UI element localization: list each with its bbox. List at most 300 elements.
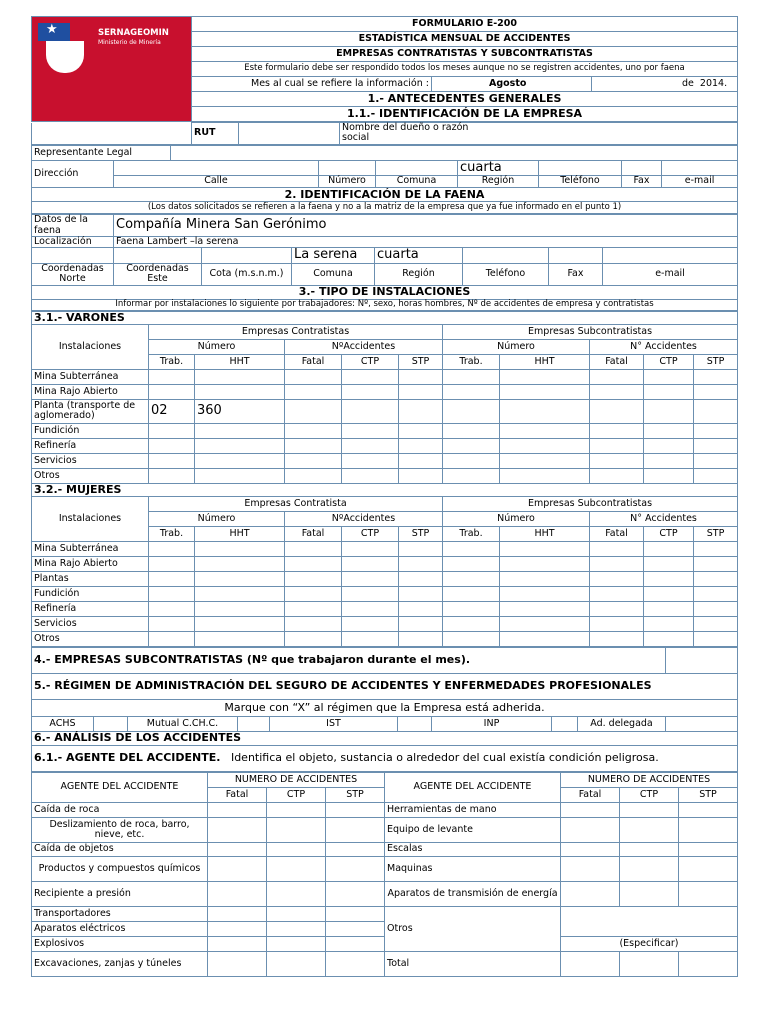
data-cell[interactable] (443, 423, 500, 438)
data-cell[interactable] (590, 468, 644, 483)
comuna-input[interactable] (376, 160, 458, 175)
data-cell[interactable] (590, 556, 644, 571)
data-cell[interactable] (285, 438, 342, 453)
data-cell[interactable] (694, 384, 738, 399)
data-cell[interactable] (443, 453, 500, 468)
data-cell[interactable] (195, 468, 285, 483)
coord-north-input[interactable] (32, 248, 114, 263)
owner-label[interactable]: Nombre del dueño o razón social (340, 123, 738, 145)
data-cell[interactable] (285, 399, 342, 423)
opt-deleg-label: Ad. delegada (578, 716, 666, 731)
header-table (31, 16, 738, 131)
data-cell[interactable] (399, 631, 443, 646)
data-cell[interactable] (443, 601, 500, 616)
cell[interactable] (620, 856, 679, 881)
num-header: Número (443, 339, 590, 354)
data-cell[interactable] (342, 399, 399, 423)
email-input[interactable] (662, 160, 738, 175)
data-cell[interactable] (195, 601, 285, 616)
install-row-label: Planta (transporte de aglomerado) (32, 399, 149, 423)
data-cell[interactable] (149, 423, 195, 438)
data-cell[interactable] (500, 453, 590, 468)
cell[interactable] (679, 856, 738, 881)
data-cell[interactable] (285, 601, 342, 616)
data-cell[interactable] (694, 571, 738, 586)
data-cell[interactable] (195, 631, 285, 646)
data-cell[interactable] (399, 438, 443, 453)
address-table (31, 145, 738, 214)
cell[interactable] (267, 817, 326, 842)
data-cell[interactable] (195, 453, 285, 468)
col-comuna: Comuna (376, 176, 458, 188)
coord-east-input[interactable] (114, 248, 202, 263)
cell[interactable] (326, 951, 385, 976)
data-cell[interactable] (342, 616, 399, 631)
cell[interactable] (267, 906, 326, 921)
data-cell[interactable] (399, 453, 443, 468)
data-cell[interactable] (443, 369, 500, 384)
install-row-label: Fundición (32, 423, 149, 438)
col-fax: Fax (622, 176, 662, 188)
acc-header: NºAccidentes (285, 339, 443, 354)
data-cell[interactable] (590, 384, 644, 399)
form-instruction: Este formulario debe ser respondido todos los meses aunque no se registren accidentes, uno por faena (192, 62, 738, 77)
data-cell[interactable] (694, 369, 738, 384)
data-cell[interactable] (149, 556, 195, 571)
data-cell[interactable] (500, 423, 590, 438)
section-4-5-table (31, 647, 738, 772)
data-cell[interactable] (285, 369, 342, 384)
cell[interactable] (620, 802, 679, 817)
col-fatal: Fatal (590, 354, 644, 369)
data-cell[interactable] (285, 556, 342, 571)
data-cell[interactable] (443, 616, 500, 631)
data-cell[interactable] (399, 571, 443, 586)
data-cell[interactable] (342, 438, 399, 453)
total-label: Total (385, 951, 561, 976)
subcontractors-input[interactable] (666, 647, 738, 673)
opt-achs-box[interactable] (94, 716, 128, 731)
faena-data-label: Datos de la faena (32, 215, 114, 237)
cell[interactable] (267, 951, 326, 976)
data-cell[interactable] (399, 556, 443, 571)
data-cell[interactable] (149, 453, 195, 468)
sub-header: Empresas Subcontratistas (443, 496, 738, 511)
cell[interactable] (208, 842, 267, 856)
section-6-1-title: 6.1.- AGENTE DEL ACCIDENTE. Identifica el objeto, sustancia o alrededor del cual existía condición peligrosa. (32, 745, 738, 771)
data-cell[interactable] (149, 541, 195, 556)
data-cell[interactable] (694, 616, 738, 631)
cell[interactable] (267, 881, 326, 906)
cell[interactable] (561, 842, 620, 856)
data-cell[interactable] (644, 616, 694, 631)
opt-ist-box[interactable] (398, 716, 432, 731)
data-cell[interactable] (342, 586, 399, 601)
data-cell[interactable] (149, 369, 195, 384)
cell[interactable] (267, 802, 326, 817)
col-trab: Trab. (443, 526, 500, 541)
data-cell[interactable] (500, 601, 590, 616)
data-cell[interactable] (342, 384, 399, 399)
data-cell[interactable] (149, 631, 195, 646)
data-cell[interactable] (443, 468, 500, 483)
month-value[interactable]: Agosto (432, 77, 592, 92)
data-cell[interactable] (644, 541, 694, 556)
col-ctp: CTP (342, 526, 399, 541)
data-cell[interactable] (399, 541, 443, 556)
cell[interactable] (267, 921, 326, 936)
data-cell[interactable] (342, 453, 399, 468)
data-cell[interactable] (590, 571, 644, 586)
data-cell[interactable] (399, 601, 443, 616)
cell[interactable] (267, 936, 326, 951)
cell[interactable] (679, 802, 738, 817)
data-cell[interactable] (590, 399, 644, 423)
data-cell[interactable] (195, 384, 285, 399)
faena-email-input[interactable] (603, 248, 738, 263)
data-cell[interactable] (500, 631, 590, 646)
data-cell[interactable] (694, 556, 738, 571)
cell[interactable] (620, 842, 679, 856)
logo-ministry: Ministerio de Minería (98, 39, 161, 46)
col-ctp: CTP (342, 354, 399, 369)
agent-row-label: Maquinas (385, 856, 561, 881)
data-cell[interactable] (195, 369, 285, 384)
phone-input[interactable] (539, 160, 622, 175)
agent-header: AGENTE DEL ACCIDENTE (32, 772, 208, 802)
col-trab: Trab. (149, 526, 195, 541)
data-cell[interactable] (285, 453, 342, 468)
location-input[interactable]: Faena Lambert –la serena (114, 237, 738, 248)
agent-row-label: Otros (385, 906, 561, 951)
install-row-label: Plantas (32, 571, 149, 586)
rut-label: RUT (192, 123, 239, 145)
data-cell[interactable] (399, 384, 443, 399)
opt-mutual-label: Mutual C.CH.C. (128, 716, 238, 731)
cell[interactable] (561, 856, 620, 881)
agent-row-label: Caída de roca (32, 802, 208, 817)
data-cell[interactable] (195, 586, 285, 601)
data-cell[interactable] (342, 601, 399, 616)
opt-mutual-box[interactable] (238, 716, 270, 731)
other-specify-input[interactable] (561, 906, 738, 936)
data-cell[interactable] (694, 541, 738, 556)
data-cell[interactable] (644, 556, 694, 571)
col-fatal: Fatal (561, 787, 620, 802)
data-cell[interactable] (500, 369, 590, 384)
data-cell[interactable] (644, 586, 694, 601)
section-5-note: Marque con “X” al régimen que la Empresa está adherida. (32, 699, 738, 716)
install-row-label: Servicios (32, 453, 149, 468)
cell[interactable] (326, 802, 385, 817)
data-cell[interactable] (149, 616, 195, 631)
data-cell[interactable] (500, 384, 590, 399)
data-cell[interactable] (644, 468, 694, 483)
cell[interactable] (326, 881, 385, 906)
num-header: Número (443, 511, 590, 526)
data-cell[interactable] (285, 468, 342, 483)
data-cell[interactable] (500, 399, 590, 423)
col-ctp: CTP (644, 354, 694, 369)
col-email: e-mail (662, 176, 738, 188)
cell[interactable] (208, 951, 267, 976)
install-row-label: Mina Subterránea (32, 541, 149, 556)
data-cell[interactable] (399, 369, 443, 384)
section-1-title: 1.- ANTECEDENTES GENERALES (192, 92, 738, 107)
data-cell[interactable] (443, 384, 500, 399)
cell[interactable] (208, 817, 267, 842)
cell[interactable] (208, 906, 267, 921)
data-cell[interactable] (500, 541, 590, 556)
logo-org: SERNAGEOMIN (98, 28, 169, 38)
data-cell[interactable] (443, 631, 500, 646)
data-cell[interactable] (399, 586, 443, 601)
number-input[interactable] (319, 160, 376, 175)
install-row-label: Mina Rajo Abierto (32, 384, 149, 399)
faena-fax-input[interactable] (549, 248, 603, 263)
form-subtitle: EMPRESAS CONTRATISTAS Y SUBCONTRATISTAS (192, 47, 738, 62)
elevation-input[interactable] (202, 248, 292, 263)
data-cell[interactable] (342, 631, 399, 646)
data-cell[interactable] (399, 468, 443, 483)
data-cell[interactable] (644, 438, 694, 453)
cell[interactable] (208, 856, 267, 881)
cell[interactable] (208, 802, 267, 817)
col-stp: STP (399, 354, 443, 369)
data-cell[interactable] (590, 586, 644, 601)
section-2-title: 2. IDENTIFICACIÓN DE LA FAENA (32, 188, 738, 202)
cell[interactable] (679, 881, 738, 906)
street-input[interactable] (114, 160, 319, 175)
data-cell[interactable] (694, 399, 738, 423)
col-stp: STP (694, 526, 738, 541)
num-header: Número (149, 339, 285, 354)
data-cell[interactable] (195, 616, 285, 631)
cell[interactable] (620, 817, 679, 842)
cell[interactable] (620, 881, 679, 906)
faena-data-input[interactable]: Compañía Minera San Gerónimo (114, 215, 738, 237)
contr-header: Empresas Contratistas (149, 324, 443, 339)
cell[interactable] (620, 951, 679, 976)
data-cell[interactable]: 02 (149, 399, 195, 423)
opt-deleg-box[interactable] (666, 716, 738, 731)
col-stp: STP (679, 787, 738, 802)
rep-input[interactable] (171, 145, 738, 160)
form-e200 (31, 16, 737, 977)
install-row-label: Servicios (32, 616, 149, 631)
cell[interactable] (561, 802, 620, 817)
col-trab: Trab. (149, 354, 195, 369)
col-fatal: Fatal (208, 787, 267, 802)
data-cell[interactable] (342, 556, 399, 571)
data-cell[interactable] (694, 631, 738, 646)
month-label: Mes al cual se refiere la información : (192, 77, 432, 92)
data-cell[interactable] (590, 423, 644, 438)
data-cell[interactable] (500, 556, 590, 571)
col-hht: HHT (195, 526, 285, 541)
data-cell[interactable] (285, 384, 342, 399)
data-cell[interactable] (500, 571, 590, 586)
data-cell[interactable] (342, 423, 399, 438)
col-faena-fax: Fax (549, 263, 603, 285)
data-cell[interactable] (443, 556, 500, 571)
install-row-label: Refinería (32, 601, 149, 616)
data-cell[interactable] (644, 601, 694, 616)
data-cell[interactable] (500, 438, 590, 453)
data-cell[interactable] (590, 453, 644, 468)
data-cell[interactable] (443, 571, 500, 586)
data-cell[interactable] (644, 399, 694, 423)
star-icon: ★ (46, 22, 58, 37)
cell[interactable] (326, 936, 385, 951)
opt-ist-label: IST (270, 716, 398, 731)
install-row-label: Mina Rajo Abierto (32, 556, 149, 571)
data-cell[interactable] (149, 468, 195, 483)
cell[interactable] (267, 856, 326, 881)
data-cell[interactable] (644, 631, 694, 646)
data-cell[interactable] (149, 586, 195, 601)
faena-region-input[interactable]: cuarta (375, 248, 463, 263)
data-cell[interactable] (590, 369, 644, 384)
data-cell[interactable] (644, 453, 694, 468)
cell[interactable] (208, 881, 267, 906)
varones-title: 3.1.- VARONES (32, 311, 738, 324)
inst-header: Instalaciones (32, 496, 149, 541)
data-cell[interactable] (590, 541, 644, 556)
section-2-note: (Los datos solicitados se refieren a la faena y no a la matriz de la empresa que ya fue informado en el punto 1) (32, 202, 738, 214)
data-cell[interactable] (500, 616, 590, 631)
address-label: Dirección (32, 160, 114, 187)
cell[interactable] (679, 817, 738, 842)
data-cell[interactable] (644, 423, 694, 438)
cell[interactable] (208, 936, 267, 951)
agents-table (31, 772, 738, 977)
data-cell[interactable] (285, 541, 342, 556)
install-row-label: Fundición (32, 586, 149, 601)
fax-input[interactable] (622, 160, 662, 175)
faena-phone-input[interactable] (463, 248, 549, 263)
cell[interactable] (679, 842, 738, 856)
data-cell[interactable] (644, 384, 694, 399)
logo-gov: Gobierno de Chile (98, 124, 152, 131)
data-cell[interactable] (342, 571, 399, 586)
data-cell[interactable] (443, 438, 500, 453)
data-cell[interactable] (195, 571, 285, 586)
col-fatal: Fatal (285, 526, 342, 541)
varones-table (31, 311, 738, 647)
cell[interactable] (326, 856, 385, 881)
data-cell[interactable] (195, 541, 285, 556)
rut-input[interactable] (239, 123, 340, 145)
data-cell[interactable] (149, 601, 195, 616)
data-cell[interactable] (694, 438, 738, 453)
data-cell[interactable] (443, 541, 500, 556)
data-cell[interactable] (285, 631, 342, 646)
agent-row-label: Herramientas de mano (385, 802, 561, 817)
region-input[interactable]: cuarta (458, 160, 539, 175)
opt-inp-label: INP (432, 716, 552, 731)
data-cell[interactable] (342, 369, 399, 384)
data-cell[interactable] (342, 468, 399, 483)
col-telefono: Teléfono (539, 176, 622, 188)
data-cell[interactable] (694, 423, 738, 438)
data-cell[interactable] (195, 423, 285, 438)
data-cell[interactable] (149, 438, 195, 453)
data-cell[interactable] (644, 571, 694, 586)
cell[interactable] (679, 951, 738, 976)
data-cell[interactable] (149, 384, 195, 399)
data-cell[interactable] (195, 438, 285, 453)
cell[interactable] (561, 817, 620, 842)
install-row-label: Otros (32, 468, 149, 483)
data-cell[interactable] (399, 616, 443, 631)
data-cell[interactable] (399, 423, 443, 438)
num-acc-header: NUMERO DE ACCIDENTES (208, 772, 385, 787)
section-5-title: 5.- RÉGIMEN DE ADMINISTRACIÓN DEL SEGURO DE ACCIDENTES Y ENFERMEDADES PROFESIONALES (32, 673, 738, 699)
cell[interactable] (326, 842, 385, 856)
col-region: Región (458, 176, 539, 188)
data-cell[interactable] (590, 601, 644, 616)
data-cell[interactable] (694, 468, 738, 483)
form-code: FORMULARIO E-200 (192, 17, 738, 32)
data-cell[interactable] (590, 631, 644, 646)
cell[interactable] (326, 906, 385, 921)
agent-header: AGENTE DEL ACCIDENTE (385, 772, 561, 802)
data-cell[interactable] (694, 586, 738, 601)
num-acc-header: NUMERO DE ACCIDENTES (561, 772, 738, 787)
cell[interactable] (267, 842, 326, 856)
num-header: Número (149, 511, 285, 526)
agent-row-label: Escalas (385, 842, 561, 856)
data-cell[interactable] (285, 586, 342, 601)
faena-comuna-input[interactable]: La serena (292, 248, 375, 263)
data-cell[interactable]: 360 (195, 399, 285, 423)
specify-label: (Especificar) (561, 936, 738, 951)
data-cell[interactable] (500, 586, 590, 601)
data-cell[interactable] (285, 616, 342, 631)
logo (32, 17, 192, 131)
col-ctp: CTP (644, 526, 694, 541)
data-cell[interactable] (342, 541, 399, 556)
col-hht: HHT (195, 354, 285, 369)
data-cell[interactable] (694, 453, 738, 468)
cell[interactable] (208, 921, 267, 936)
data-cell[interactable] (590, 438, 644, 453)
data-cell[interactable] (500, 468, 590, 483)
agent-row-label: Excavaciones, zanjas y túneles (32, 951, 208, 976)
opt-inp-box[interactable] (552, 716, 578, 731)
data-cell[interactable] (694, 601, 738, 616)
data-cell[interactable] (590, 616, 644, 631)
data-cell[interactable] (399, 399, 443, 423)
data-cell[interactable] (285, 571, 342, 586)
year-field[interactable]: de 2014. (592, 77, 738, 92)
col-faena-email: e-mail (603, 263, 738, 285)
data-cell[interactable] (443, 586, 500, 601)
data-cell[interactable] (443, 399, 500, 423)
data-cell[interactable] (285, 423, 342, 438)
col-numero: Número (319, 176, 376, 188)
cell[interactable] (326, 921, 385, 936)
cell[interactable] (326, 817, 385, 842)
data-cell[interactable] (195, 556, 285, 571)
cell[interactable] (561, 951, 620, 976)
cell[interactable] (561, 881, 620, 906)
agent-row-label: Aparatos de transmisión de energía (385, 881, 561, 906)
data-cell[interactable] (149, 571, 195, 586)
data-cell[interactable] (644, 369, 694, 384)
agent-row-label: Explosivos (32, 936, 208, 951)
